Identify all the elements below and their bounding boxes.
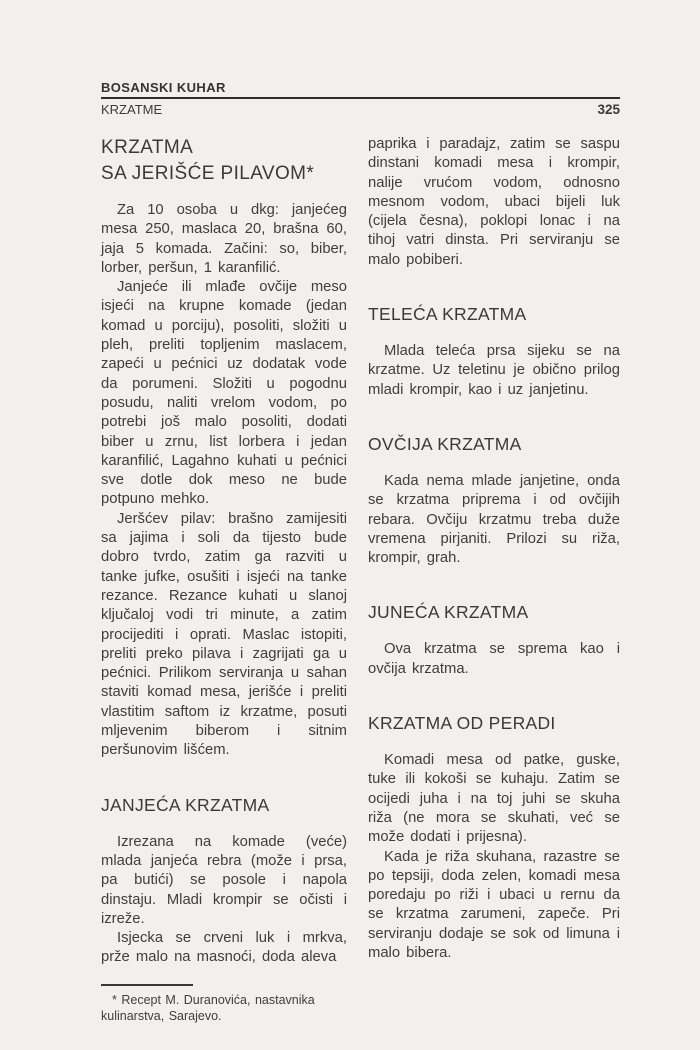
recipe-title-line1: KRZATMA [101,137,194,158]
footnote-rule [101,984,193,986]
janjeca-paragraph-2: Isjecka se crveni luk i mrkva, prže malo na masnoći, doda aleva [101,930,347,966]
continuation-paragraph: paprika i paradajz, zatim se saspu dinstani komadi mesa i krompir, nalije vrućom vodom, odnosno mesnom vodom, ubaci bijeli luk (cijela česna), poklopi lonac i na tihoj vatri dinsta. Pri serviranju se malo pobiberi. [368,136,620,268]
running-header [101,80,620,117]
section-heading-juneca-krzatma: JUNEĆA KRZATMA [368,602,529,623]
two-column-text [101,135,620,1025]
chapter-title: KRZATME [101,102,163,117]
recipe-title [101,135,347,187]
janjeca-paragraph-1: Izrezana na komade (veće) mlada janjeća rebra (može i prsa, pa butići) se posole i napola dinstaju. Mladi krompir se očisti i izreže. [101,833,347,927]
left-column [101,135,347,1025]
recipe-title-line2: SA JERIŠĆE PILAVOM* [101,163,315,184]
recipe-pilav-paragraph: Jeršćev pilav: brašno zamijesiti sa jajima i soli da tijesto bude dobro tvrdo, zatim ga razviti u tanke jufke, osušiti i isjeći na tanke rezance. Rezance kuhati u slanoj ključaloj vodi tri minute, a zatim procijediti i oprati. Maslac istopiti, preliti preko pilava i zagrijati ga u pećnici. Prilikom serviranja u sahan staviti komad mesa, jerišće i preliti vlastitim saftom iz krzatme, posuti mljevenim biberom i sitnim peršunovim lišćem. [101,510,347,759]
teleca-paragraph: Mlada teleća prsa sijeku se na krzatme. Uz teletinu je obično prilog mladi krompir, kao i uz janjetinu. [368,343,620,398]
right-column [368,135,620,1025]
header-row [101,102,620,117]
recipe-intro-paragraph: Za 10 osoba u dkg: janjećeg mesa 250, maslaca 20, brašna 60, jaja 5 komada. Začini: so, biber, lorber, peršun, 1 karanfilić. [101,202,347,276]
footnote: * Recept M. Duranovića, nastavnika kulinarstva, Sarajevo. [101,992,315,1024]
ovcija-paragraph: Kada nema mlade janjetine, onda se krzatma priprema i od ovčijih rebara. Ovčiju krzatmu treba duže vremena pirjaniti. Prilozi su riža, krompir, grah. [368,472,620,567]
section-heading-krzatma-od-peradi: KRZATMA OD PERADI [368,713,556,734]
section-heading-teleca-krzatma: TELEĆA KRZATMA [368,304,527,325]
juneca-paragraph: Ova krzatma se sprema kao i ovčija krzatma. [368,641,620,677]
section-heading-janjeca-krzatma: JANJEĆA KRZATMA [101,794,270,815]
recipe-meat-paragraph: Janjeće ili mlađe ovčije meso isjeći na krupne komade (jedan komad u porciju), posoliti, složiti u pleh, preliti topljenim maslacem, zapeći u pećnici uz dodatak vode da porumeni. Složiti u pogodnu posudu, naliti vrelom vodom, po potrebi još malo posoliti, dodati biber u zrnu, list lorbera i jedan karanfilić, Lagahno kuhati u pećnici sve dotle dok meso ne bude potpuno mehko. [101,279,347,508]
section-heading-ovcija-krzatma: OVČIJA KRZATMA [368,433,522,454]
book-page [101,80,620,1025]
book-title: BOSANSKI KUHAR [101,80,620,99]
peradi-paragraph-1: Komadi mesa od patke, guske, tuke ili kokoši se kuhaju. Zatim se ocijedi juha i na toj juhi se skuha riža (ne mora se skuhati, već se može dodati i prijesna). [368,752,620,846]
peradi-paragraph-2: Kada je riža skuhana, razastre se po tepsiji, doda zelen, komadi mesa poredaju po riži i ubaci u rernu da se krzatma zarumeni, zapeče. Pri serviranju dodaje se sok od limuna i malo bibera. [368,848,620,962]
page-number: 325 [597,102,620,117]
